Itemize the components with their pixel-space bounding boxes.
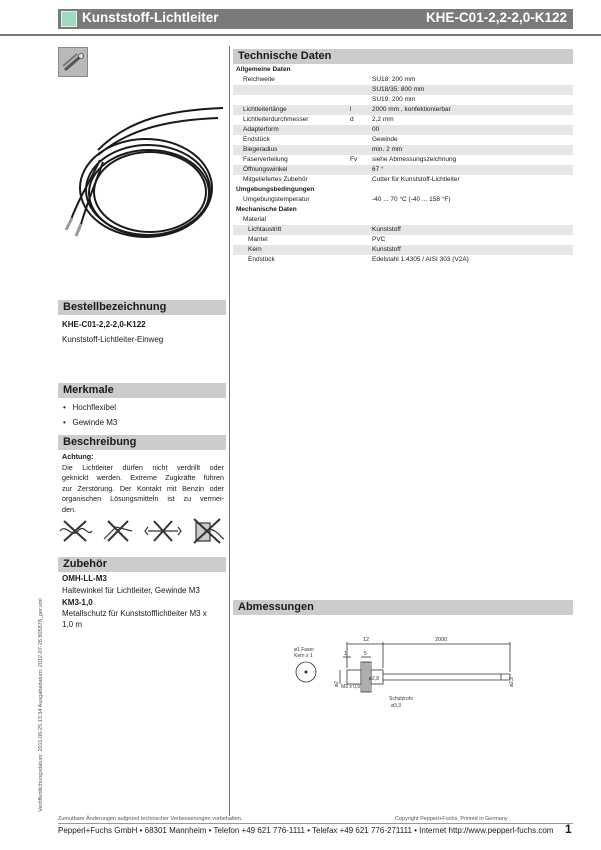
no-pull-icon xyxy=(145,521,181,541)
accessory-description: 1,0 m xyxy=(62,620,83,629)
table-row xyxy=(233,115,573,125)
table-row xyxy=(233,165,573,175)
section-header-accessories: Zubehör xyxy=(58,557,226,572)
description-text xyxy=(62,452,224,516)
row-value: Cutter für Kunststoff-Lichtleiter xyxy=(372,176,460,183)
row-label: Reichweite xyxy=(243,76,275,83)
row-value: 67 ° xyxy=(372,166,384,173)
table-row xyxy=(233,225,573,235)
page-header xyxy=(58,9,573,29)
feature-item: • Gewinde M3 xyxy=(63,418,118,427)
brand-logo-icon xyxy=(61,11,77,27)
table-row xyxy=(233,255,573,265)
row-label: Adapterform xyxy=(243,126,279,133)
row-value: 2000 mm , konfektionierbar xyxy=(372,106,451,113)
row-value: SU19: 200 mm xyxy=(372,96,416,103)
label-fiber: ø1 Faser xyxy=(294,647,315,653)
product-thumbnail xyxy=(58,47,88,77)
table-row xyxy=(233,75,573,85)
section-header-tech: Technische Daten xyxy=(233,49,573,64)
table-category-row xyxy=(233,65,573,75)
row-value: siehe Abmessungszeichnung xyxy=(372,156,457,163)
row-symbol: d xyxy=(350,116,354,123)
accessory-code: KM3-1,0 xyxy=(62,598,93,607)
accessory-code: OMH-LL-M3 xyxy=(62,574,107,583)
row-label: Kern xyxy=(248,246,262,253)
row-value: SU18: 200 mm xyxy=(372,76,416,83)
description-line: zur Zerstörung. Der Kontakt mit Benzin oder xyxy=(62,483,224,493)
row-label: Biegeradius xyxy=(243,146,278,153)
dim-d22: ø2,2 xyxy=(509,676,515,687)
dim-5: 5 xyxy=(364,651,367,657)
footer-address: Pepperl+Fuchs GmbH • 68301 Mannheim • Telefon +49 621 776-1111 • Telefax +49 621 776-271111 • Internet http://www.pepperl-fuchs.com xyxy=(58,826,554,835)
row-label: Umgebungstemperatur xyxy=(243,196,310,203)
product-photo xyxy=(58,90,228,270)
description-line: organischen Lösungsmitteln ist zu vermei- xyxy=(62,494,224,504)
row-label: Endstück xyxy=(248,256,275,263)
tech-data-table xyxy=(233,65,573,265)
publication-info: Veröffentlichungsdatum: 2011-06-25 13:34 Ausgabedatum: 2012-07-26 805878_ger.xml xyxy=(38,598,44,812)
dim-m3: M3 x 0,5 xyxy=(341,684,361,690)
row-value: 00 xyxy=(372,126,380,133)
label-core: Kern x 1 xyxy=(294,653,313,659)
no-twist-icon xyxy=(60,521,92,541)
warning-pictograms xyxy=(58,517,228,550)
row-label: Lichtaustritt xyxy=(248,226,282,233)
accessory-description: Metallschutz für Kunststofflichtleiter M3 x xyxy=(62,609,207,618)
order-code: KHE-C01-2,2-2,0-K122 xyxy=(62,320,146,329)
product-code: KHE-C01-2,2-2,0-K122 xyxy=(425,10,567,25)
warning-heading: Achtung: xyxy=(62,452,94,461)
row-value: Edelstahl 1.4305 / AISI 303 (V2A) xyxy=(372,256,469,263)
section-header-description: Beschreibung xyxy=(58,435,226,450)
table-row xyxy=(233,235,573,245)
header-rule xyxy=(0,34,601,36)
row-label: Öffnungswinkel xyxy=(243,166,288,173)
footer-note-right: Copyright Pepperl+Fuchs, Printed in Germany xyxy=(395,816,508,822)
table-row xyxy=(233,135,573,145)
row-value: SU18/35: 800 mm xyxy=(372,86,425,93)
page-number: 1 xyxy=(565,822,572,836)
row-label: Faserverteilung xyxy=(243,156,288,163)
row-value: Gewinde xyxy=(372,136,398,143)
dimension-drawing xyxy=(285,632,525,717)
section-header-features: Merkmale xyxy=(58,383,226,398)
row-value: -40 ... 70 °C (-40 ... 158 °F) xyxy=(372,196,451,203)
row-label: Lichtleiterlänge xyxy=(243,106,287,113)
table-row xyxy=(233,105,573,115)
dim-d2: ø2 xyxy=(334,681,340,687)
column-divider xyxy=(229,46,230,816)
row-symbol: l xyxy=(350,106,352,113)
order-description: Kunststoff-Lichtleiter-Einweg xyxy=(62,335,164,344)
section-header-dimensions: Abmessungen xyxy=(233,600,573,615)
table-row xyxy=(233,175,573,185)
category-label: Allgemeine Daten xyxy=(236,66,291,73)
table-row xyxy=(233,215,573,225)
description-line: den. xyxy=(62,504,76,514)
category-label: Umgebungsbedingungen xyxy=(236,186,315,193)
row-value: Kunststoff xyxy=(372,246,401,253)
dim-d28: ø2,8 xyxy=(369,676,380,682)
accessory-description: Haltewinkel für Lichtleiter, Gewinde M3 xyxy=(62,586,200,595)
footer-rule xyxy=(58,823,573,824)
table-row xyxy=(233,95,573,105)
section-header-order: Bestellbezeichnung xyxy=(58,300,226,315)
label-schutzrohr: Schutzrohr xyxy=(389,696,414,702)
description-line: geknickt werden. Extreme Zugkräfte führen xyxy=(62,473,224,483)
no-kink-icon xyxy=(104,521,132,541)
row-value: min. 2 mm xyxy=(372,146,403,153)
dim-d33: ø3,3 xyxy=(391,703,402,709)
row-label: Endstück xyxy=(243,136,270,143)
row-label: Lichtleiterdurchmesser xyxy=(243,116,309,123)
table-row xyxy=(233,195,573,205)
description-line: Die Lichtleiter dürfen nicht verdrillt oder xyxy=(62,462,224,472)
page-title: Kunststoff-Lichtleiter xyxy=(82,10,219,25)
table-category-row xyxy=(233,205,573,215)
category-label: Mechanische Daten xyxy=(236,206,297,213)
dim-12: 12 xyxy=(363,637,370,643)
feature-item: • Hochflexibel xyxy=(63,403,117,412)
table-row xyxy=(233,125,573,135)
table-row xyxy=(233,85,573,95)
table-row xyxy=(233,145,573,155)
row-label: Mitgeliefertes Zubehör xyxy=(243,176,308,183)
row-value: Kunststoff xyxy=(372,226,401,233)
dim-2000: 2000 xyxy=(435,637,448,643)
row-label: Mantel xyxy=(248,236,268,243)
table-category-row xyxy=(233,185,573,195)
dim-1: 1 xyxy=(344,651,347,657)
table-row xyxy=(233,155,573,165)
no-solvent-icon xyxy=(194,519,224,543)
row-value: 2,2 mm xyxy=(372,116,394,123)
row-value: PVC xyxy=(372,236,386,243)
table-row xyxy=(233,245,573,255)
footer-note-left: Zumutbare Änderungen aufgrund technischer Verbesserungen vorbehalten. xyxy=(58,816,243,822)
row-label: Material xyxy=(243,216,267,223)
row-symbol: Fv xyxy=(350,156,358,163)
